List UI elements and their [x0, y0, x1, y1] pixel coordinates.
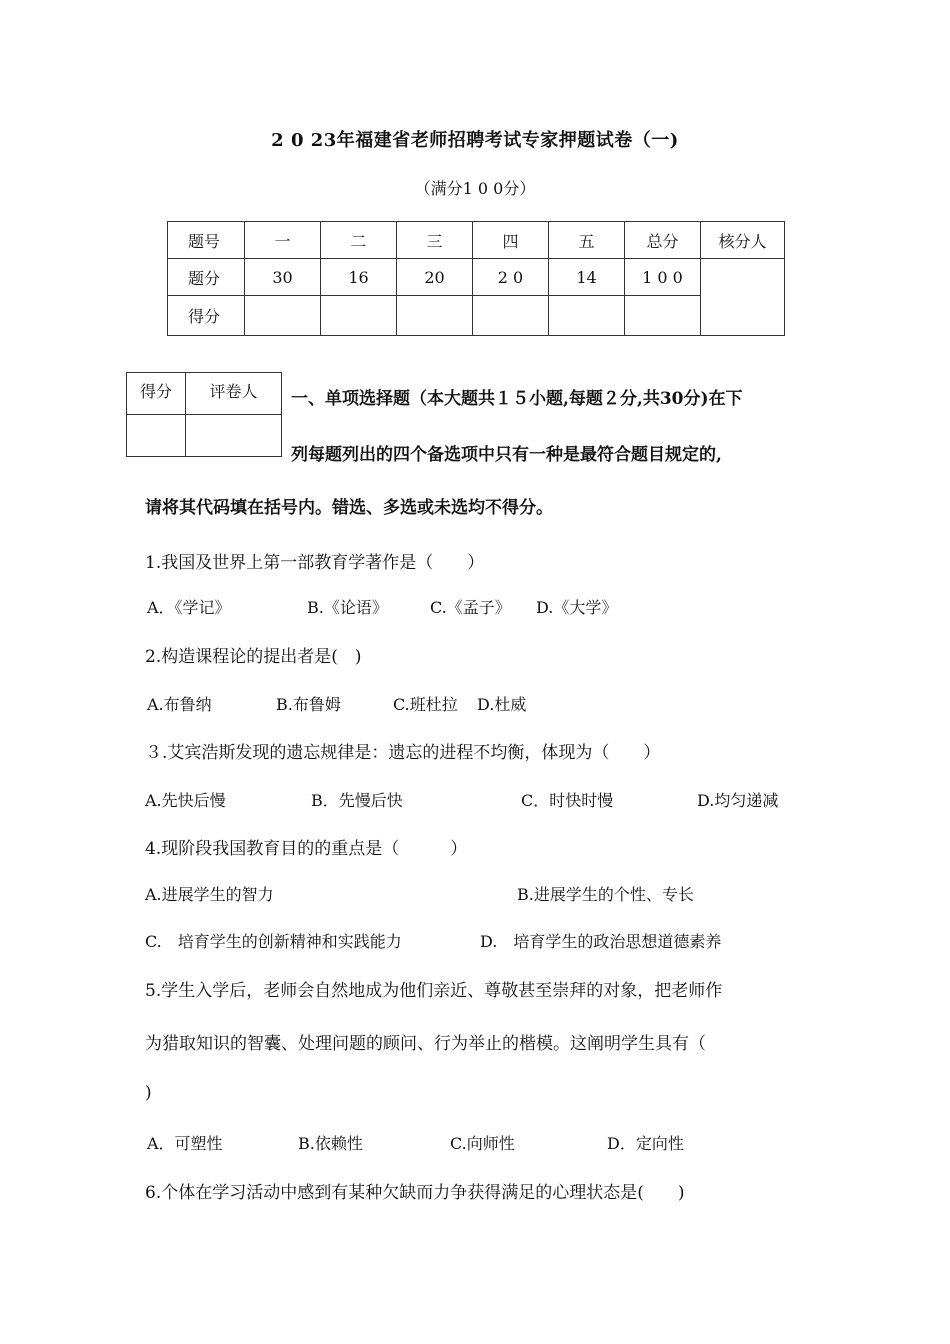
table-cell: 16: [321, 259, 397, 296]
option-d: D.杜威: [477, 695, 527, 714]
option-c: C．时快时慢: [521, 791, 614, 810]
option-b: B.进展学生的个性、专长: [517, 885, 694, 904]
question-stem: ３.艾宾浩斯发现的遗忘规律是：遗忘的进程不均衡，体现为（ ）: [145, 743, 661, 763]
score-input-cell[interactable]: [321, 296, 397, 336]
table-cell: 二: [321, 222, 397, 259]
table-cell: 核分人: [701, 222, 785, 259]
option-b: B.依赖性: [298, 1134, 363, 1153]
option-b: B．先慢后快: [311, 791, 403, 810]
table-cell: 1 0 0: [625, 259, 701, 296]
option-c: C.班杜拉: [393, 695, 458, 714]
question-stem: 1.我国及世界上第一部教育学著作是（ ）: [145, 553, 485, 573]
section-heading: 一、单项选择题（本大题共１５小题,每题２分,共30分)在下: [291, 389, 743, 409]
table-cell: 14: [549, 259, 625, 296]
option-c: C. 培育学生的创新精神和实践能力: [145, 932, 402, 951]
table-row: [168, 259, 785, 296]
option-d: D.《大学》: [536, 598, 618, 617]
page-title: 2 0 23年福建省老师招聘考试专家押题试卷（一): [271, 130, 679, 151]
table-cell: 三: [397, 222, 473, 259]
table-row: [168, 222, 785, 259]
grader-input-cell[interactable]: [186, 415, 282, 457]
table-row: [127, 373, 282, 415]
score-input-cell[interactable]: [245, 296, 321, 336]
table-cell: 四: [473, 222, 549, 259]
option-b: B.《论语》: [307, 598, 388, 617]
table-cell: 得分: [168, 296, 245, 336]
section-instructions: 请将其代码填在括号内。错选、多选或未选均不得分。: [145, 498, 553, 518]
table-row: [168, 296, 785, 336]
table-cell: 一: [245, 222, 321, 259]
question-stem: 5.学生入学后，老师会自然地成为他们亲近、尊敬甚至崇拜的对象，把老师作: [145, 981, 723, 1001]
option-a: A．《学记》: [147, 598, 231, 617]
score-input-cell[interactable]: [397, 296, 473, 336]
option-c: C.《孟子》: [430, 598, 511, 617]
table-cell: 题号: [168, 222, 245, 259]
option-d: D．定向性: [607, 1134, 684, 1153]
question-stem: 为猎取知识的智囊、处理问题的顾问、行为举止的楷模。这阐明学生具有（: [145, 1034, 706, 1054]
option-a: A.先快后慢: [145, 791, 226, 810]
question-stem: 2.构造课程论的提出者是( ): [145, 647, 362, 667]
option-a: A．可塑性: [147, 1134, 223, 1153]
table-cell: 2 0: [473, 259, 549, 296]
table-cell: 20: [397, 259, 473, 296]
table-row: [127, 415, 282, 457]
table-cell: 题分: [168, 259, 245, 296]
option-c: C.向师性: [450, 1134, 515, 1153]
score-input-cell[interactable]: [473, 296, 549, 336]
option-a: A.布鲁纳: [147, 695, 212, 714]
table-cell: 30: [245, 259, 321, 296]
option-d: D.均匀递减: [697, 791, 779, 810]
grader-table: [126, 372, 282, 457]
option-d: D. 培育学生的政治思想道德素养: [480, 932, 722, 951]
checker-cell[interactable]: [701, 259, 785, 336]
option-b: B.布鲁姆: [276, 695, 341, 714]
table-cell: 得分: [127, 373, 186, 415]
page-subtitle: （满分1 0 0分）: [414, 179, 536, 198]
table-cell: 评卷人: [186, 373, 282, 415]
section-instructions: 列每题列出的四个备选项中只有一种是最符合题目规定的,: [291, 445, 722, 465]
question-stem: ): [145, 1083, 152, 1103]
table-cell: 总分: [625, 222, 701, 259]
option-a: A.进展学生的智力: [145, 885, 274, 904]
score-input-cell[interactable]: [127, 415, 186, 457]
question-stem: 6.个体在学习活动中感到有某种欠缺而力争获得满足的心理状态是( ): [145, 1183, 685, 1203]
score-table: [167, 221, 785, 336]
question-stem: 4.现阶段我国教育目的的重点是（ ）: [145, 839, 468, 859]
table-cell: 五: [549, 222, 625, 259]
score-input-cell[interactable]: [549, 296, 625, 336]
score-input-cell[interactable]: [625, 296, 701, 336]
